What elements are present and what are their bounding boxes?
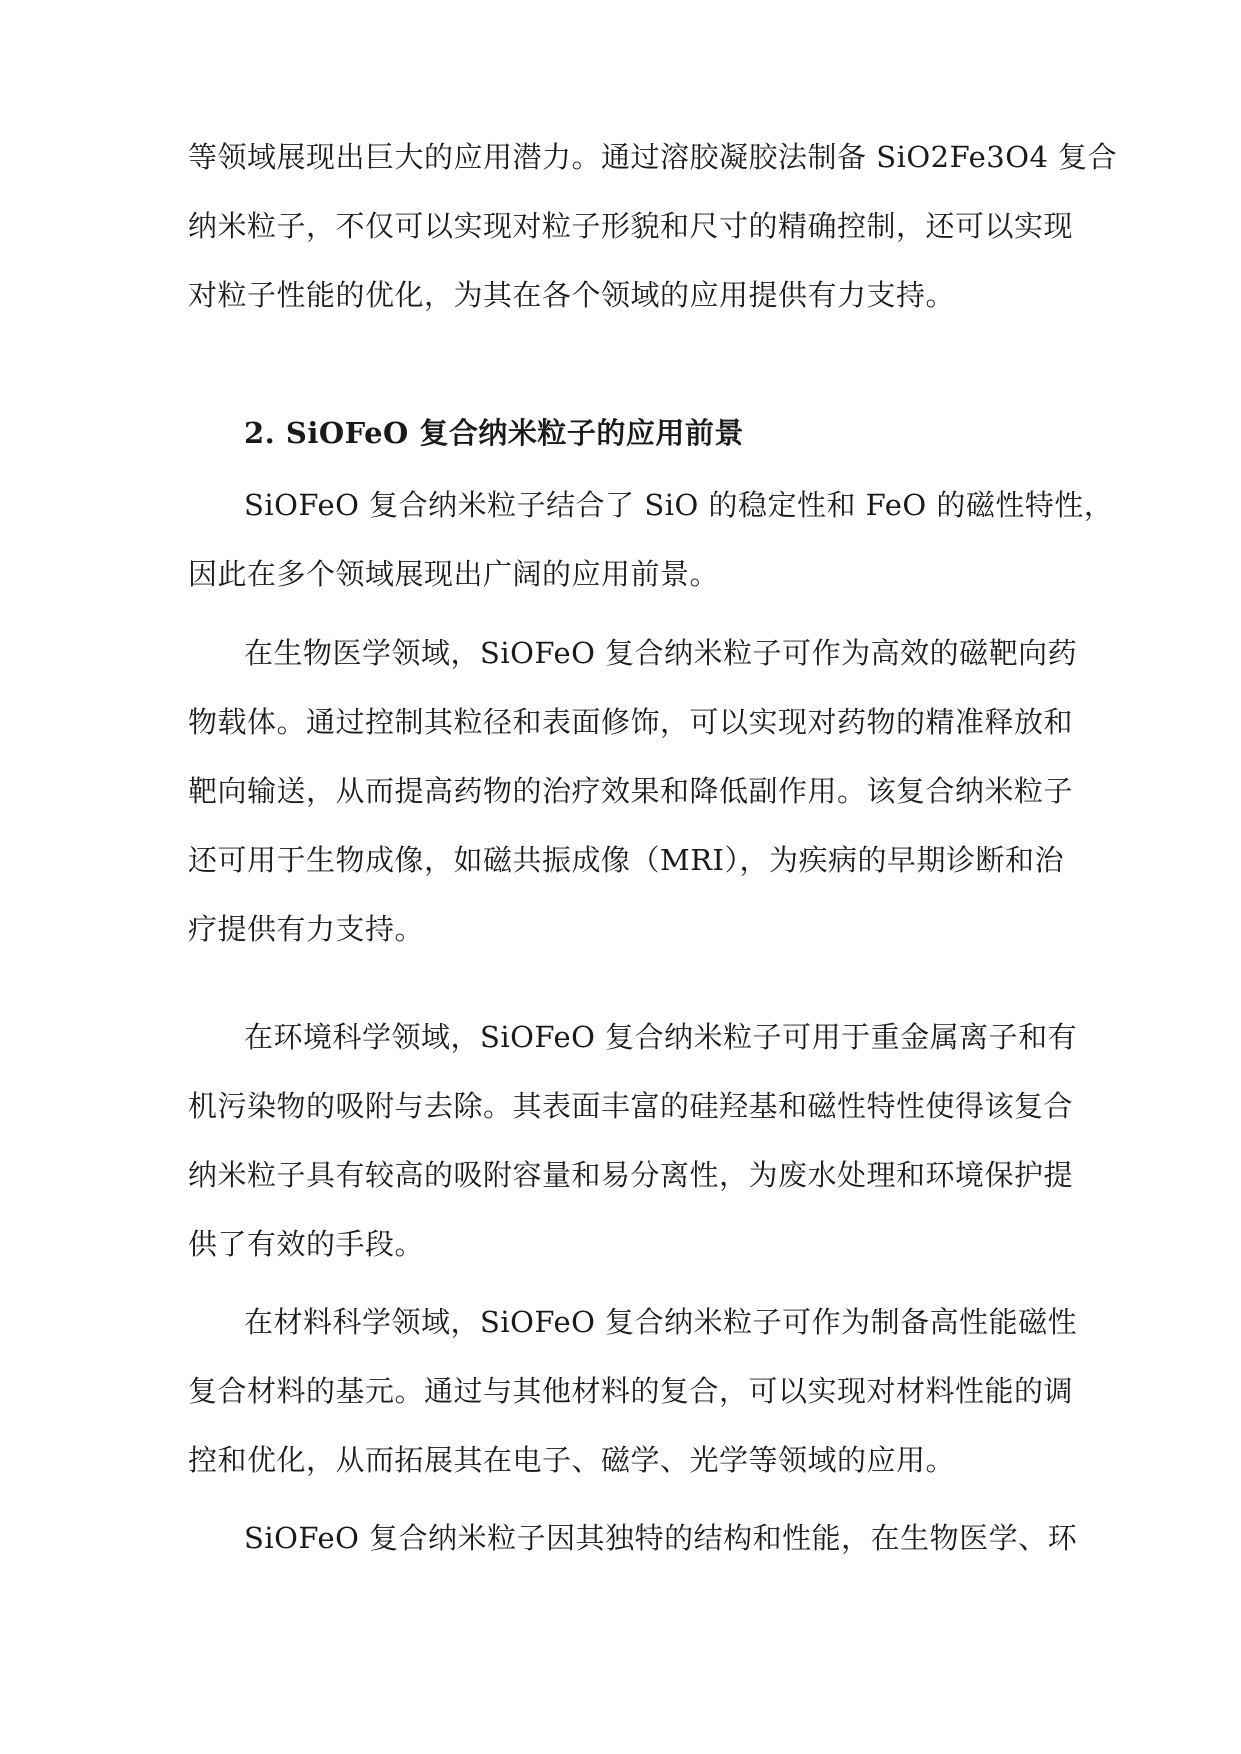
body-text-line: 等领域展现出巨大的应用潜力。通过溶胶凝胶法制备 SiO2Fe3O4 复合 <box>188 140 1118 174</box>
body-text-line: 对粒子性能的优化，为其在各个领域的应用提供有力支持。 <box>188 278 956 312</box>
body-text-line: 物载体。通过控制其粒径和表面修饰，可以实现对药物的精准释放和 <box>188 705 1074 739</box>
body-text-line: SiOFeO 复合纳米粒子因其独特的结构和性能，在生物医学、环 <box>244 1521 1078 1555</box>
body-text-line: 纳米粒子具有较高的吸附容量和易分离性，为废水处理和环境保护提 <box>188 1158 1074 1192</box>
body-text-line: 在环境科学领域，SiOFeO 复合纳米粒子可用于重金属离子和有 <box>244 1020 1078 1054</box>
body-text-line: 机污染物的吸附与去除。其表面丰富的硅羟基和磁性特性使得该复合 <box>188 1089 1074 1123</box>
body-text-line: 还可用于生物成像，如磁共振成像（MRI），为疾病的早期诊断和治 <box>188 843 1064 877</box>
body-text-line: 靶向输送，从而提高药物的治疗效果和降低副作用。该复合纳米粒子 <box>188 774 1074 808</box>
body-text-line: 因此在多个领域展现出广阔的应用前景。 <box>188 557 720 591</box>
body-text-line: 控和优化，从而拓展其在电子、磁学、光学等领域的应用。 <box>188 1443 956 1477</box>
body-text-line: SiOFeO 复合纳米粒子结合了 SiO 的稳定性和 FeO 的磁性特性， <box>244 488 1114 522</box>
body-text-line: 复合材料的基元。通过与其他材料的复合，可以实现对材料性能的调 <box>188 1374 1074 1408</box>
body-text-line: 在材料科学领域，SiOFeO 复合纳米粒子可作为制备高性能磁性 <box>244 1305 1078 1339</box>
body-text-line: 纳米粒子，不仅可以实现对粒子形貌和尺寸的精确控制，还可以实现 <box>188 209 1074 243</box>
body-text-line: 供了有效的手段。 <box>188 1227 425 1261</box>
body-text-line: 在生物医学领域，SiOFeO 复合纳米粒子可作为高效的磁靶向药 <box>244 636 1078 670</box>
section-heading: 2. SiOFeO 复合纳米粒子的应用前景 <box>244 416 744 450</box>
body-text-line: 疗提供有力支持。 <box>188 912 425 946</box>
